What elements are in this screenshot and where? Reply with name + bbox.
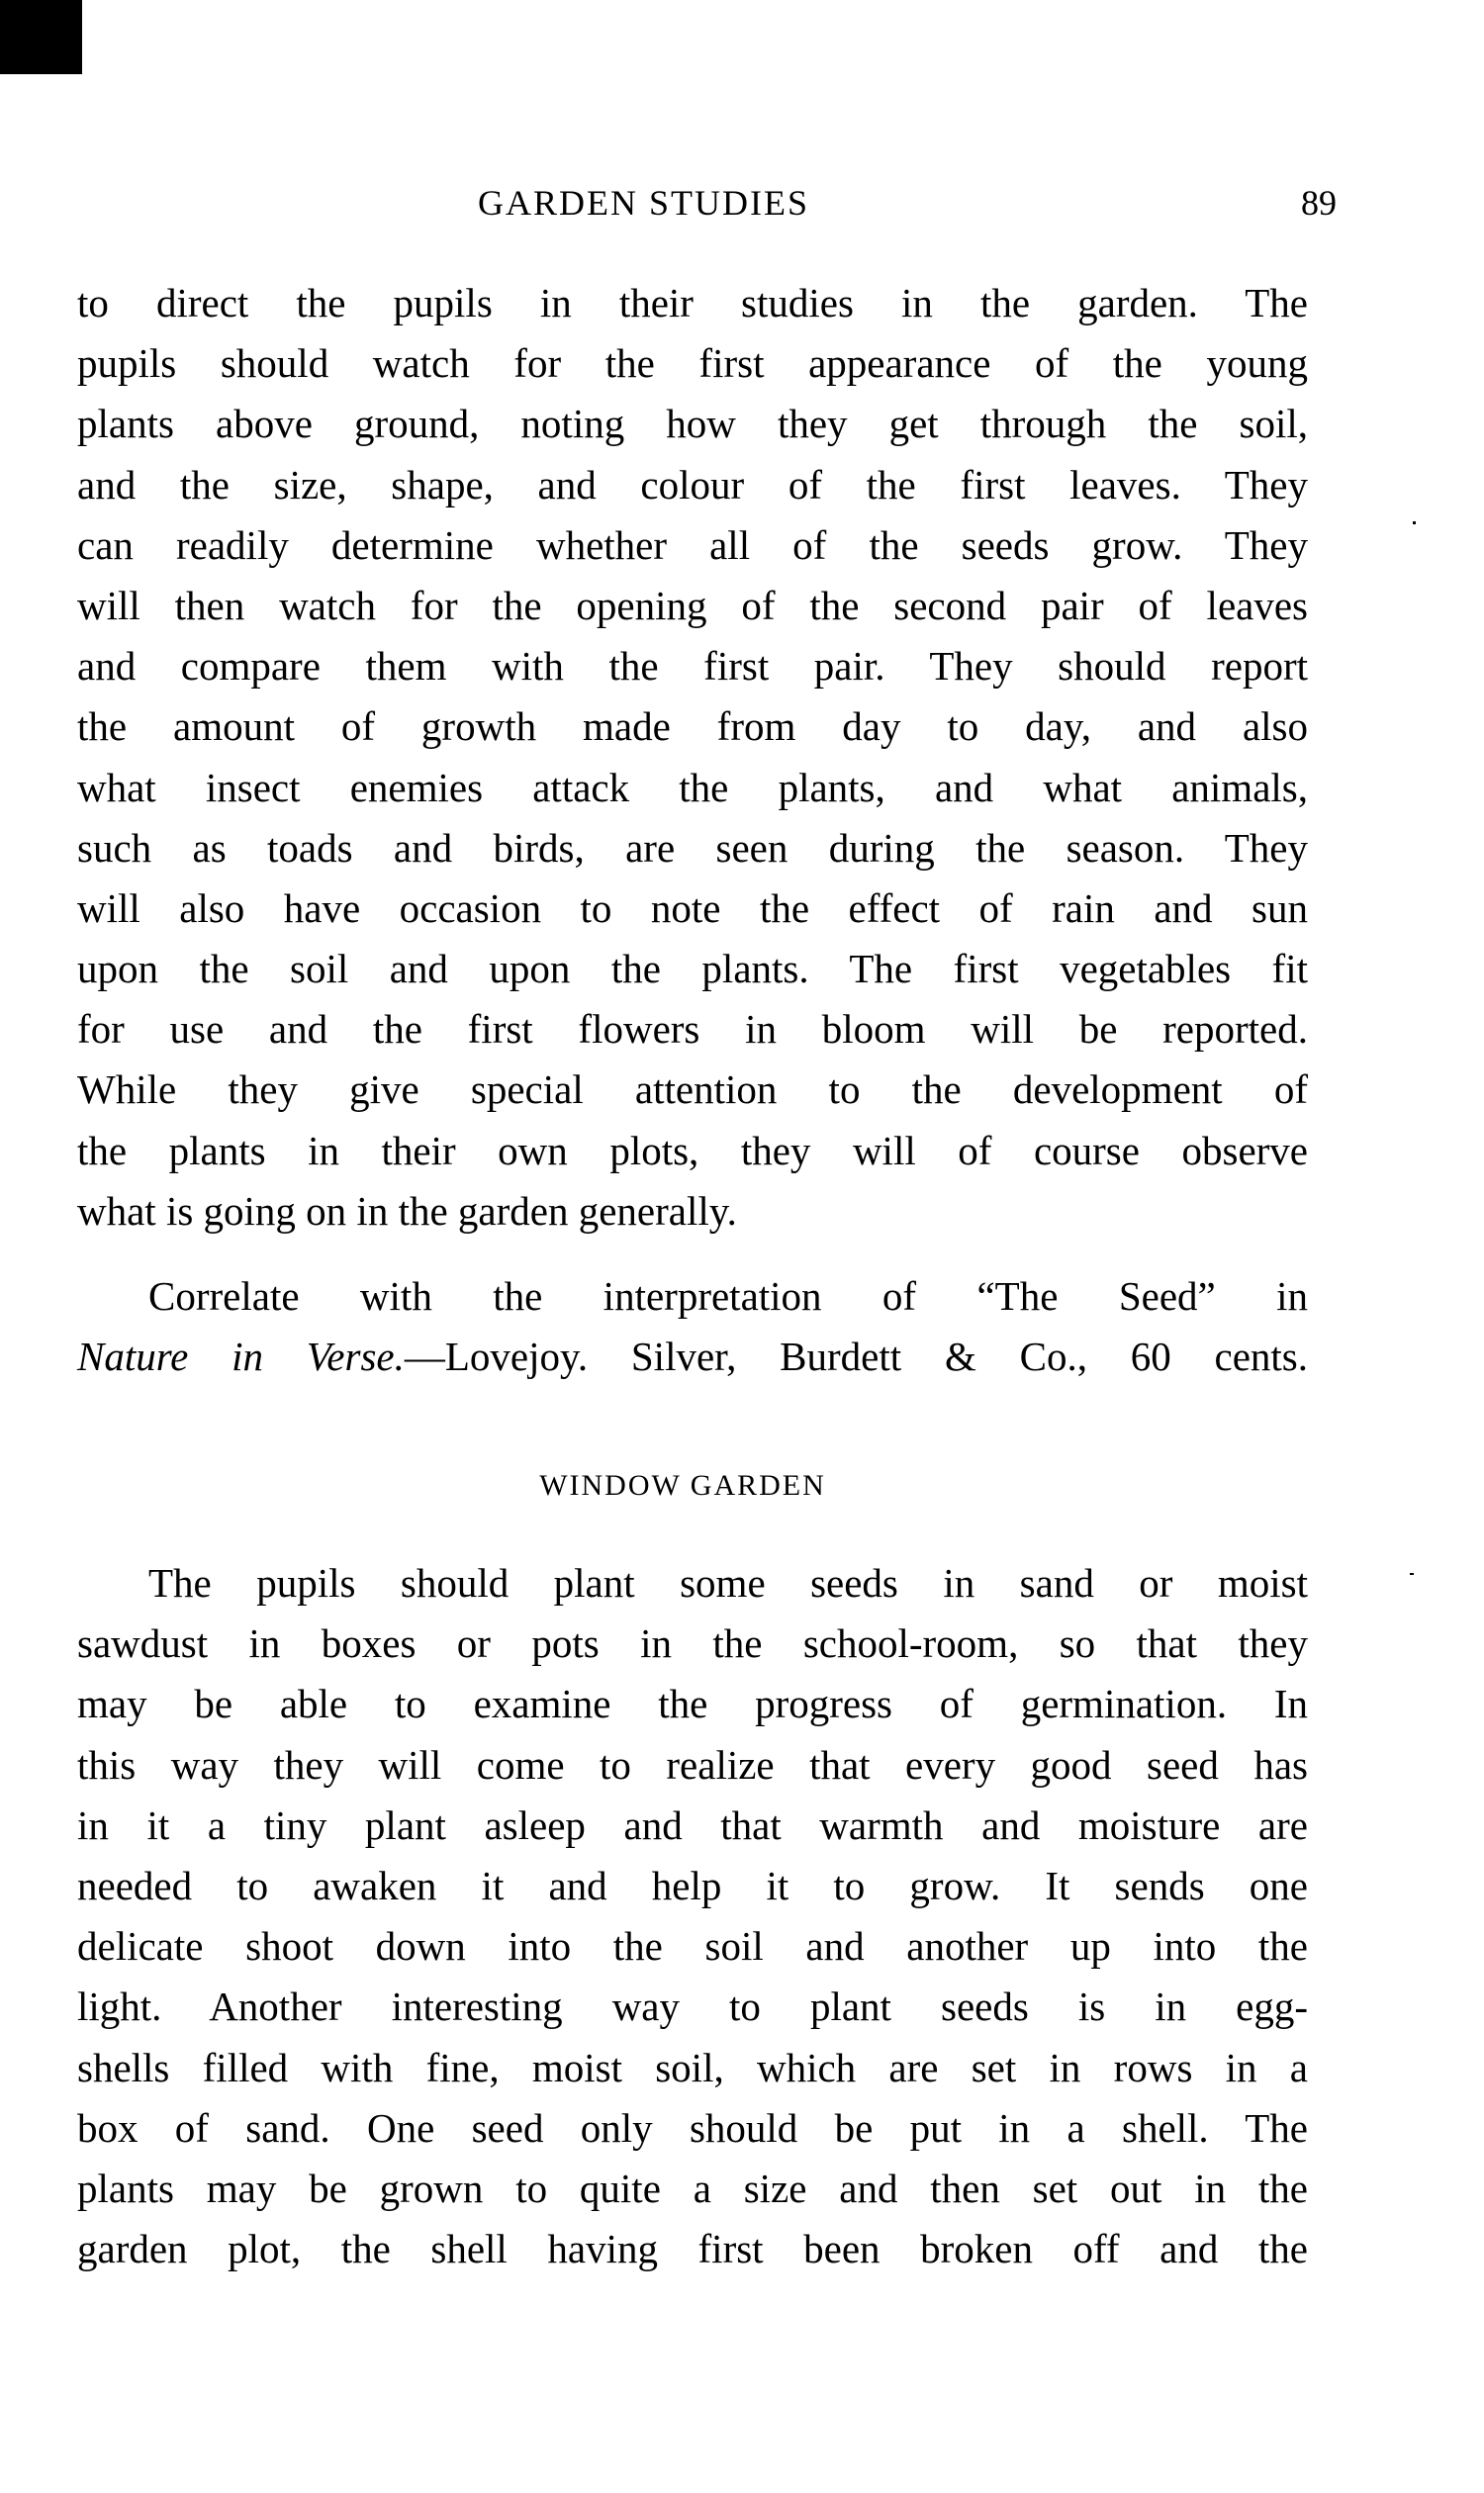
text-line: can readily determine whether all of the seeds grow. They — [77, 521, 1308, 568]
text-line: upon the soil and upon the plants. The first vegetables fit — [77, 946, 1308, 992]
text-line: may be able to examine the progress of germination. In — [77, 1681, 1308, 1727]
text-line: plants above ground, noting how they get through the soil, — [77, 401, 1308, 447]
text-line: plants may be grown to quite a size and then set out in the — [77, 2165, 1308, 2211]
text-line: box of sand. One seed only should be put in a shell. The — [77, 2104, 1308, 2151]
text-line: needed to awaken it and help it to grow. It sends one — [77, 1862, 1308, 1908]
scan-speck — [1410, 1573, 1414, 1575]
text-line: this way they will come to realize that every good seed has — [77, 1741, 1308, 1788]
running-title: GARDEN STUDIES — [478, 183, 810, 223]
section-heading-text: WINDOW GARDEN — [539, 1469, 826, 1502]
paragraph-garden-observation — [77, 273, 1308, 1242]
text-line: the amount of growth made from day to day, and also — [77, 703, 1308, 750]
text-line: The pupils should plant some seeds in sand or moist — [148, 1560, 1308, 1606]
text-line: the plants in their own plots, they will of course observe — [77, 1127, 1308, 1173]
page-number: 89 — [1301, 183, 1337, 223]
text-line: pupils should watch for the first appearance of the young — [77, 340, 1308, 387]
text-line: shells filled with fine, moist soil, which are set in rows in a — [77, 2044, 1308, 2090]
text-line: Correlate with the interpretation of “The Seed” in — [148, 1273, 1308, 1319]
paragraph-correlation-reference — [77, 1266, 1308, 1387]
section-heading — [0, 1466, 1484, 1506]
book-title: Nature in Verse. — [77, 1334, 405, 1380]
text-line: will also have occasion to note the effect of rain and sun — [77, 884, 1308, 931]
text-line — [77, 1327, 1308, 1387]
scan-speck — [1413, 521, 1416, 524]
text-line: garden plot, the shell having first been broken off and the — [77, 2226, 1308, 2272]
running-head — [0, 178, 1484, 228]
text-line: light. Another interesting way to plant seeds is in egg- — [77, 1984, 1308, 2030]
paragraph-window-garden — [77, 1553, 1308, 2279]
text-line: for use and the first flowers in bloom will be reported. — [77, 1006, 1308, 1053]
text-line: will then watch for the opening of the second pair of leaves — [77, 582, 1308, 628]
text-line: such as toads and birds, are seen during the season. They — [77, 824, 1308, 871]
text-line: and compare them with the first pair. They should report — [77, 643, 1308, 690]
scan-artifact-block — [0, 0, 82, 74]
text-line: sawdust in boxes or pots in the school-room, so that they — [77, 1620, 1308, 1667]
text-line: delicate shoot down into the soil and another up into the — [77, 1923, 1308, 1970]
citation-text: —Lovejoy. Silver, Burdett & Co., 60 cents. — [404, 1334, 1308, 1380]
text-line: While they give special attention to the development of — [77, 1066, 1308, 1113]
text-line: to direct the pupils in their studies in the garden. The — [77, 280, 1308, 325]
text-line: what is going on in the garden generally. — [77, 1187, 737, 1234]
text-line: what insect enemies attack the plants, and what animals, — [77, 764, 1308, 810]
text-line: in it a tiny plant asleep and that warmth and moisture are — [77, 1801, 1308, 1848]
text-line: and the size, shape, and colour of the first leaves. They — [77, 461, 1308, 508]
